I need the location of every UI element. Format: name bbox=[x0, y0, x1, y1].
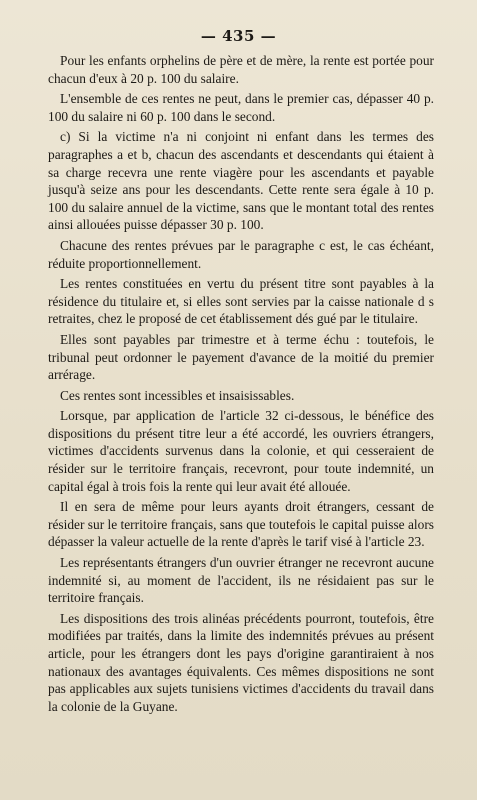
paragraph: Elles sont payables par trimestre et à terme échu : toutefois, le tribunal peut ordonner le payement d'avance de la moitié du premier arrérage. bbox=[48, 331, 434, 383]
paragraph: Il en sera de même pour leurs ayants droit étrangers, cessant de résider sur le territoire français, sans que toutefois le capital puisse alors dépasser la valeur actuelle de la rente d'après le tarif visé à l'article 23. bbox=[48, 499, 434, 550]
paragraph: Lorsque, par application de l'article 32 ci-dessous, le bénéfice des dispositions du présent titre leur a été accordé, les ouvriers étrangers, victimes d'accidents survenus dans la colonie, et qui cesseraient de résider sur le territoire français, recevront, pour toute indemnité, un capital égal à trois fois la rente qui leur avait été allouée. bbox=[48, 408, 434, 494]
paragraph: Les représentants étrangers d'un ouvrier étranger ne recevront aucune indemnité si, au moment de l'accident, ils ne résidaient pas sur le territoire français. bbox=[48, 555, 434, 606]
paragraph: Chacune des rentes prévues par le paragraphe c est, le cas échéant, réduite proportionnellement. bbox=[48, 237, 434, 271]
paragraph: Pour les enfants orphelins de père et de mère, la rente est portée pour chacun d'eux à 20 p. 100 du salaire. bbox=[48, 53, 434, 86]
paragraph: Ces rentes sont incessibles et insaisissables. bbox=[60, 387, 295, 403]
page-number: — 435 — bbox=[200, 27, 277, 45]
paragraph: L'ensemble de ces rentes ne peut, dans le premier cas, dépasser 40 p. 100 du salaire ni 60 p. 100 dans le second. bbox=[48, 91, 434, 124]
document-body bbox=[48, 52, 434, 718]
paragraph: Les rentes constituées en vertu du présent titre sont payables à la résidence du titulaire et, si elles sont servies par la caisse nationale d s retraites, chez le proposé de cet établissement dés gué par le titulaire. bbox=[48, 276, 434, 327]
paragraph: c) Si la victime n'a ni conjoint ni enfant dans les termes des paragraphes a et b, chacun des ascendants et descendants qui étaient à sa charge recevra une rente viagère pour les ascendants et payable jusqu'à seize ans pour les descendants. Cette rente sera égale à 10 p. 100 du salaire annuel de la victime, sans que le montant total des rentes ainsi allouées puisse dépasser 30 p. 100. bbox=[48, 129, 434, 233]
paragraph: Les dispositions des trois alinéas précédents pourront, toutefois, être modifiées par traités, dans la limite des indemnités prévues au présent article, pour les étrangers dont les pays d'origine garantiraient à nos nationaux des avantages équivalents. Ces mêmes dispositions ne sont pas applicables aux sujets tunisiens victimes d'accidents du travail dans la colonie de la Guyane. bbox=[48, 610, 434, 714]
